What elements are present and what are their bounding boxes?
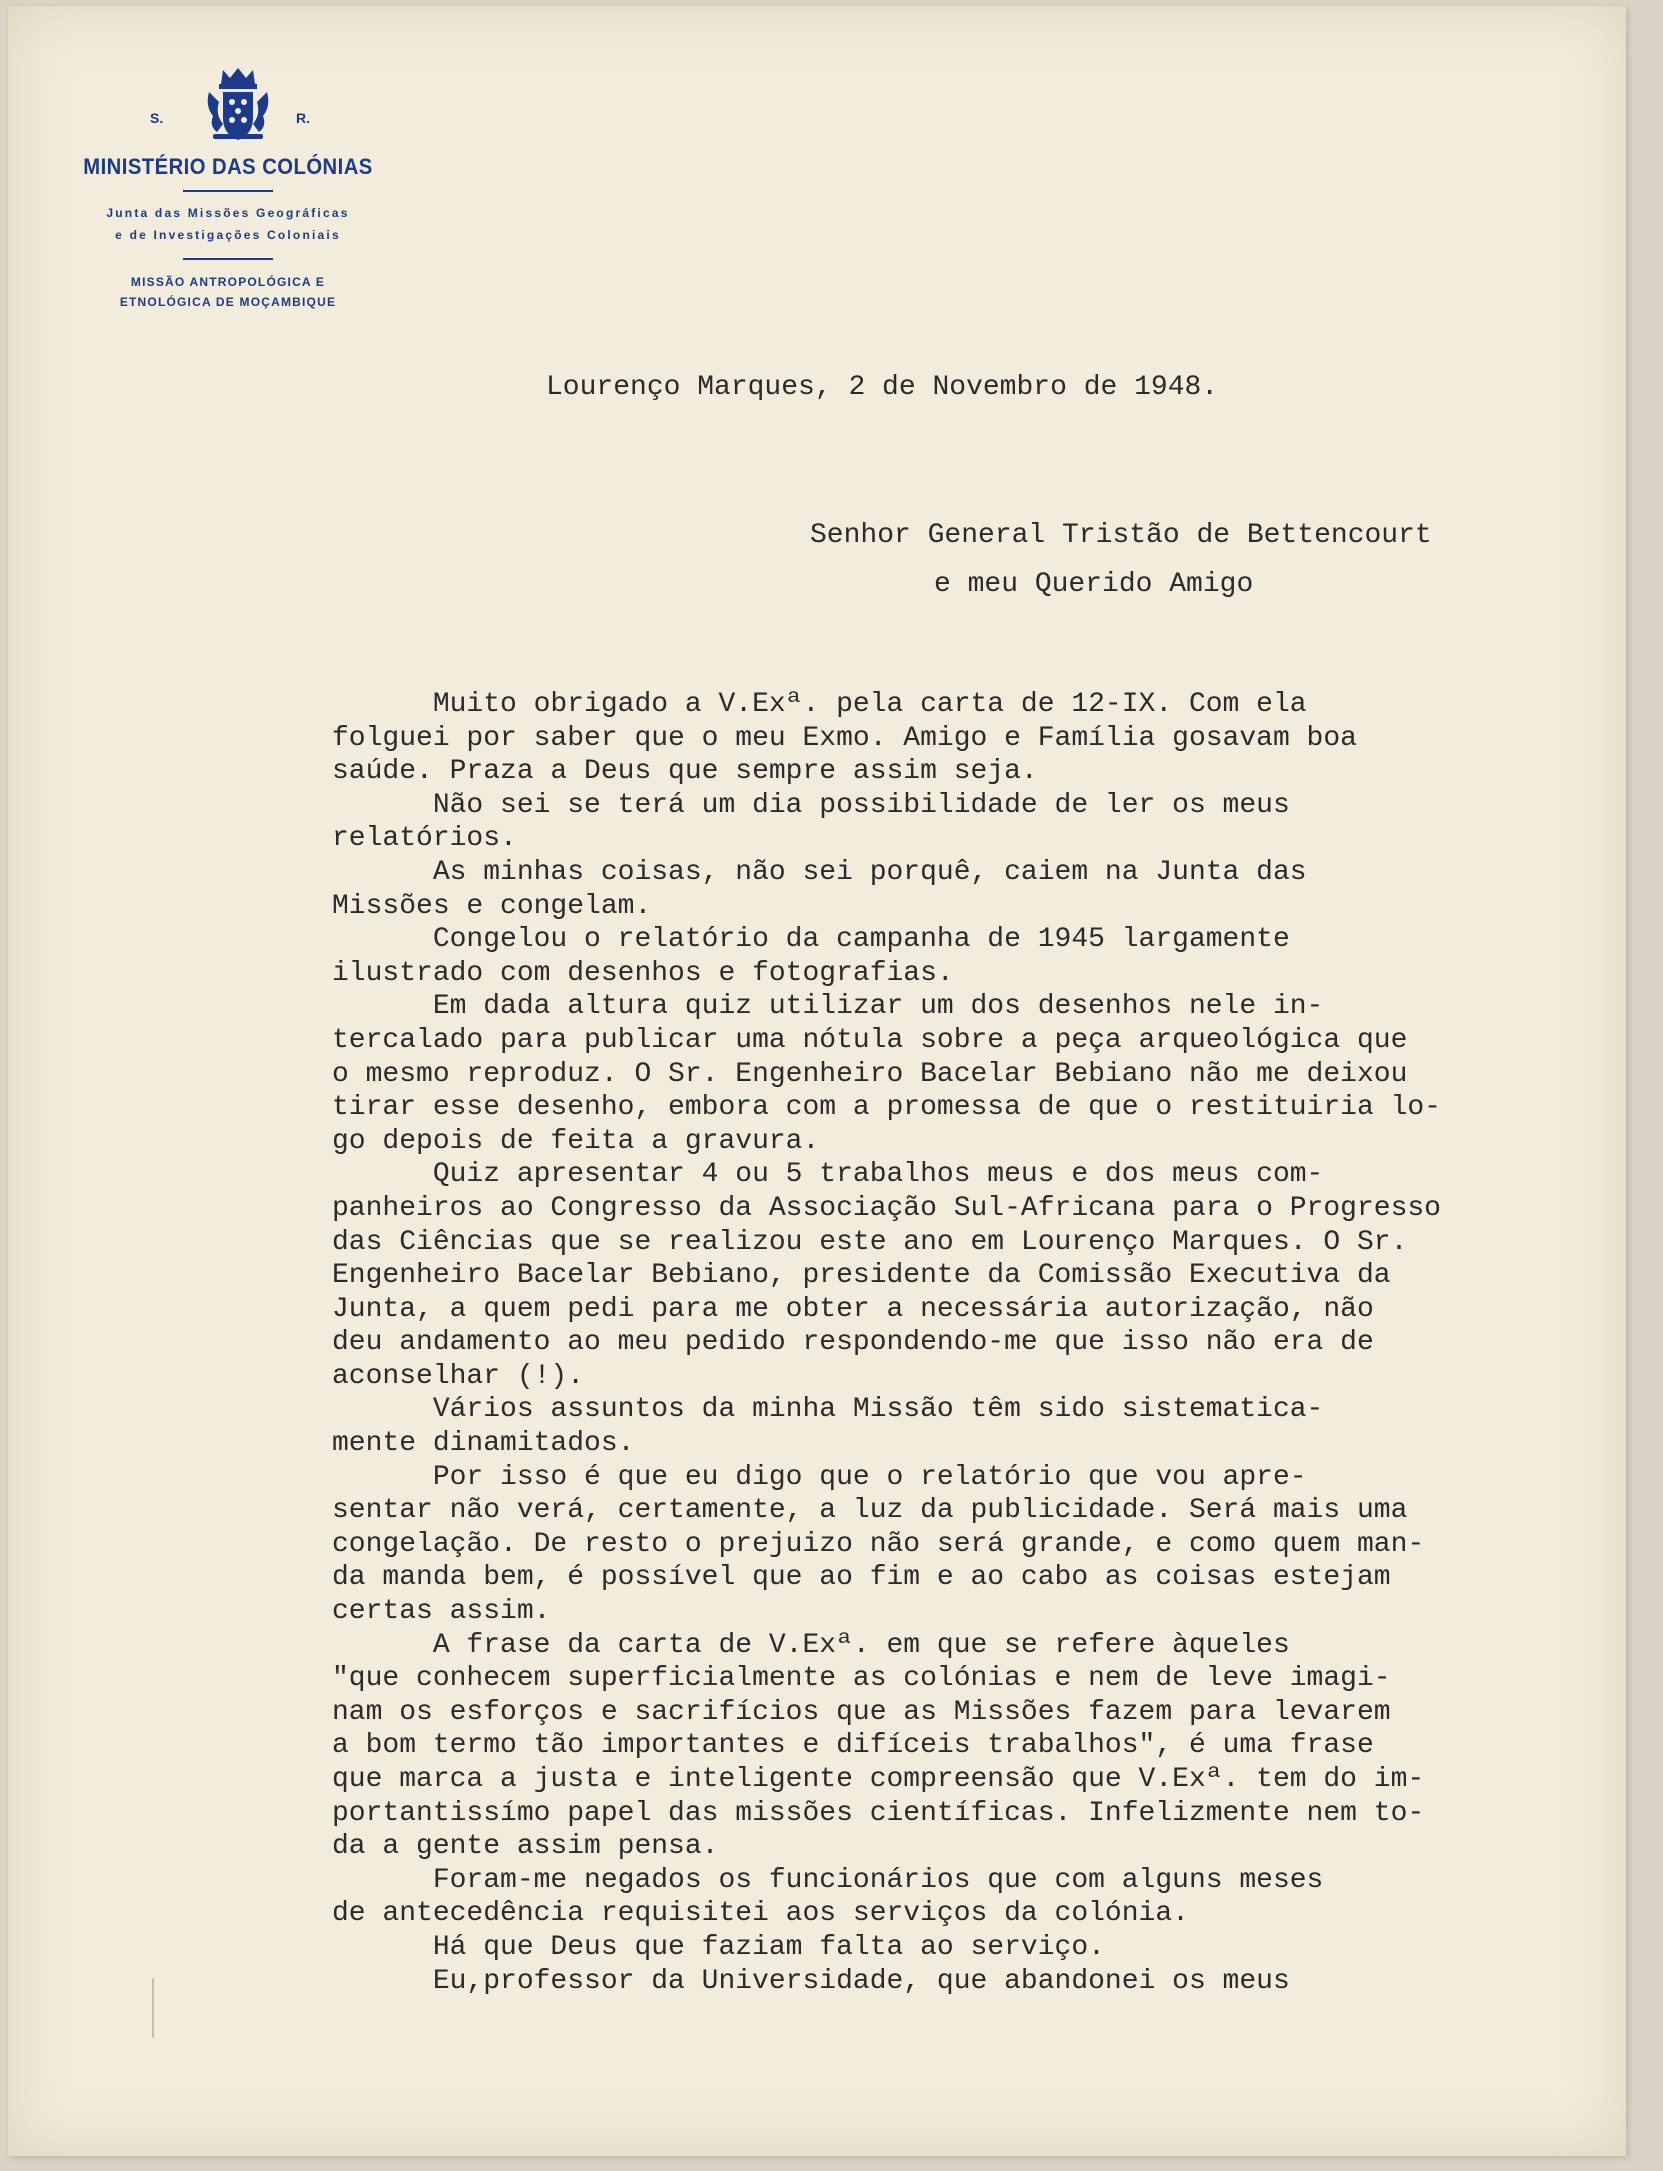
- body-line: folguei por saber que o meu Exmo. Amigo e Família gosavam boa: [332, 722, 1357, 754]
- body-line: Eu,professor da Universidade, que abandonei os meus: [332, 1965, 1290, 1997]
- missao-line-1: MISSÃO ANTROPOLÓGICA E: [130, 275, 326, 289]
- missao-line-2: ETNOLÓGICA DE MOÇAMBIQUE: [119, 295, 337, 309]
- body-line: o mesmo reproduz. O Sr. Engenheiro Bacelar Bebiano não me deixou: [332, 1058, 1408, 1090]
- body-line: go depois de feita a gravura.: [332, 1125, 820, 1157]
- body-line: nam os esforços e sacrifícios que as Missões fazem para levarem: [332, 1696, 1391, 1728]
- body-line: da manda bem, é possível que ao fim e ao cabo as coisas estejam: [332, 1562, 1391, 1594]
- body-line: Engenheiro Bacelar Bebiano, presidente da Comissão Executiva da: [332, 1260, 1391, 1292]
- body-line: ilustrado com desenhos e fotografias.: [332, 957, 954, 989]
- body-line: tirar esse desenho, embora com a promessa de que o restituiria lo-: [332, 1092, 1441, 1124]
- body-line: tercalado para publicar uma nótula sobre a peça arqueológica que: [332, 1024, 1408, 1056]
- letter-page: [8, 6, 1626, 2156]
- ministry-name: MINISTÉRIO DAS COLÓNIAS: [83, 154, 373, 179]
- body-line: A frase da carta de V.Exª. em que se refere àqueles: [332, 1629, 1290, 1661]
- letter-date: Lourenço Marques, 2 de Novembro de 1948.: [546, 372, 1219, 403]
- coat-of-arms-icon: [203, 66, 273, 146]
- letterhead-divider: [183, 258, 273, 260]
- body-line: Em dada altura quiz utilizar um dos desenhos nele in-: [332, 991, 1324, 1023]
- body-line: saúde. Praza a Deus que sempre assim seja.: [332, 756, 1038, 788]
- body-line: das Ciências que se realizou este ano em Lourenço Marques. O Sr.: [332, 1226, 1408, 1258]
- body-line: portantissímo papel das missões científicas. Infelizmente nem to-: [332, 1797, 1425, 1829]
- letterhead-divider: [183, 190, 273, 192]
- body-line: congelação. De resto o prejuizo não será grande, e como quem man-: [332, 1528, 1425, 1560]
- salutation-line-1: Senhor General Tristão de Bettencourt: [810, 520, 1432, 551]
- body-line: As minhas coisas, não sei porquê, caiem na Junta das: [332, 856, 1307, 888]
- body-line: aconselhar (!).: [332, 1360, 585, 1392]
- body-line: Foram-me negados os funcionários que com alguns meses: [332, 1864, 1324, 1896]
- body-line: panheiros ao Congresso da Associação Sul-Africana para o Progresso: [332, 1192, 1441, 1224]
- body-line: "que conhecem superficialmente as colónias e nem de leve imagi-: [332, 1663, 1391, 1695]
- letterhead-initial-left: S.: [150, 110, 164, 126]
- body-line: certas assim.: [332, 1596, 551, 1628]
- body-line: Muito obrigado a V.Exª. pela carta de 12-IX. Com ela: [332, 689, 1307, 720]
- body-line: Vários assuntos da minha Missão têm sido sistematica-: [332, 1394, 1324, 1426]
- body-line: que marca a justa e inteligente compreensão que V.Exª. tem do im-: [332, 1764, 1425, 1795]
- body-line: Junta, a quem pedi para me obter a necessária autorização, não: [332, 1293, 1374, 1325]
- body-line: sentar não verá, certamente, a luz da publicidade. Será mais uma: [332, 1495, 1408, 1527]
- body-line: Há que Deus que faziam falta ao serviço.: [332, 1931, 1105, 1963]
- junta-line-2: e de Investigações Coloniais: [115, 228, 341, 242]
- body-line: deu andamento ao meu pedido respondendo-me que isso não era de: [332, 1327, 1374, 1359]
- body-line: Não sei se terá um dia possibilidade de ler os meus: [332, 789, 1290, 821]
- letterhead-top: [38, 66, 418, 146]
- letterhead: [38, 66, 418, 312]
- margin-mark: [152, 1978, 154, 2038]
- junta-line-1: Junta das Missões Geográficas: [106, 206, 350, 220]
- body-line: de antecedência requisitei aos serviços da colónia.: [332, 1898, 1189, 1930]
- body-line: Congelou o relatório da campanha de 1945 largamente: [332, 924, 1290, 956]
- body-line: relatórios.: [332, 823, 517, 855]
- body-line: da a gente assim pensa.: [332, 1831, 719, 1863]
- body-line: mente dinamitados.: [332, 1428, 635, 1460]
- body-line: a bom termo tão importantes e difíceis trabalhos", é uma frase: [332, 1730, 1374, 1762]
- body-line: Missões e congelam.: [332, 890, 652, 922]
- body-line: Quiz apresentar 4 ou 5 trabalhos meus e dos meus com-: [332, 1159, 1324, 1191]
- letter-body: [332, 688, 1441, 1998]
- body-line: Por isso é que eu digo que o relatório que vou apre-: [332, 1461, 1307, 1493]
- salutation-line-2: e meu Querido Amigo: [934, 569, 1254, 600]
- letterhead-initial-right: R.: [296, 110, 310, 126]
